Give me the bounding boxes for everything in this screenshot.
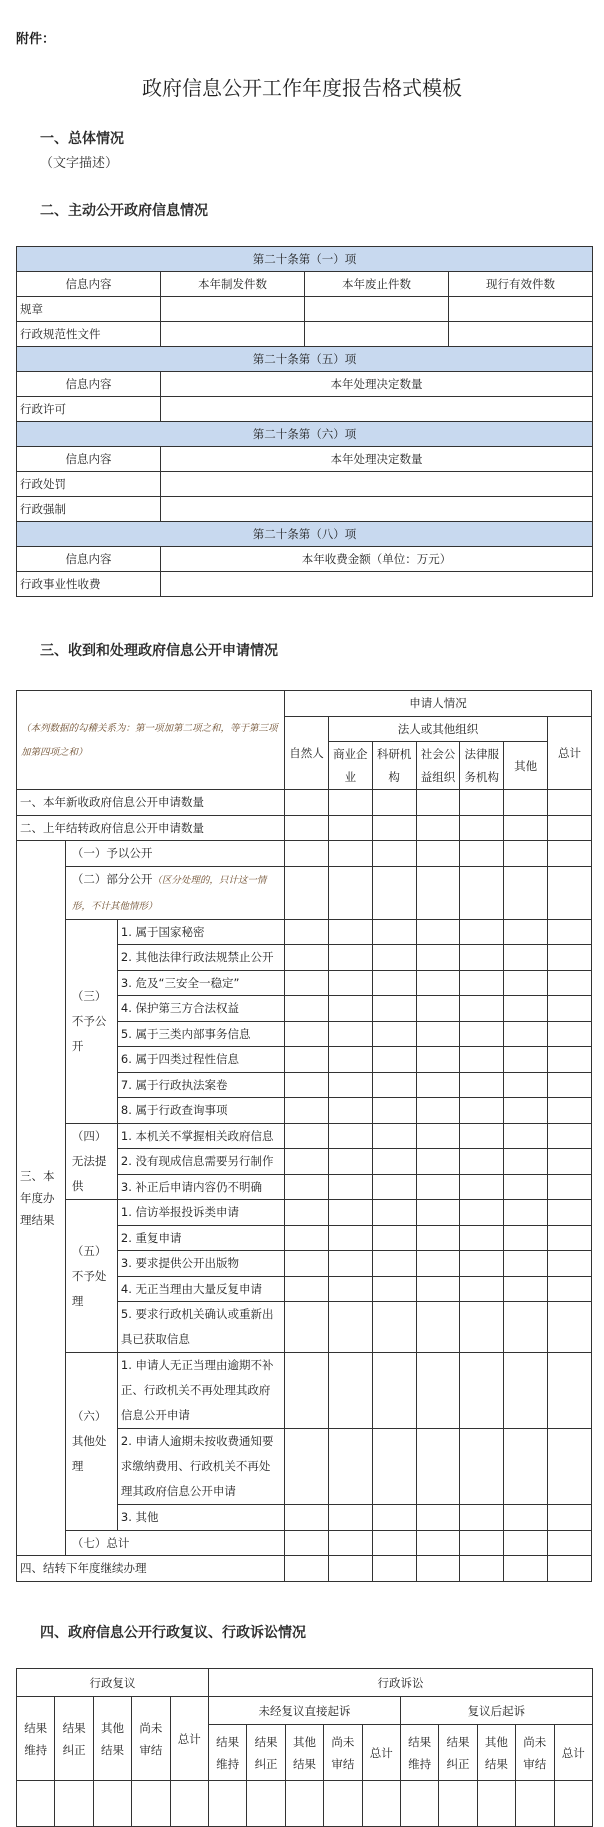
input-cell[interactable] — [504, 1353, 548, 1429]
input-cell[interactable] — [504, 1556, 548, 1582]
not-open-item: 8. 属于行政查询事项 — [117, 1098, 284, 1124]
input-cell[interactable] — [328, 1123, 372, 1149]
input-cell[interactable] — [328, 1251, 372, 1277]
input-cell[interactable] — [548, 1276, 592, 1302]
input-cell[interactable] — [372, 945, 416, 971]
header-cell: 本年制发件数 — [161, 272, 305, 297]
input-cell[interactable] — [548, 1353, 592, 1429]
input-cell[interactable] — [548, 1505, 592, 1531]
input-cell[interactable] — [504, 1530, 548, 1556]
input-cell[interactable] — [285, 841, 329, 867]
row-new-applications: 一、本年新收政府信息公开申请数量 — [17, 790, 285, 816]
input-cell[interactable] — [477, 1781, 515, 1827]
input-cell[interactable] — [460, 1072, 504, 1098]
input-cell[interactable] — [460, 919, 504, 945]
no-process-group-label: （五）不予处理 — [65, 1200, 117, 1353]
input-cell[interactable] — [285, 1302, 329, 1353]
header-cell: 现行有效件数 — [449, 272, 593, 297]
band-article-20-6: 第二十条第（六）项 — [17, 422, 593, 447]
input-cell[interactable] — [328, 1225, 372, 1251]
direct-suit-col-0: 结果维持 — [208, 1725, 246, 1781]
input-cell[interactable] — [285, 790, 329, 816]
input-cell[interactable] — [416, 1530, 460, 1556]
input-cell[interactable] — [416, 1021, 460, 1047]
input-cell[interactable] — [554, 1781, 592, 1827]
input-cell[interactable] — [208, 1781, 246, 1827]
header-cell: 信息内容 — [17, 547, 161, 572]
input-cell[interactable] — [504, 1505, 548, 1531]
input-cell[interactable] — [548, 970, 592, 996]
input-cell[interactable] — [416, 1353, 460, 1429]
input-cell[interactable] — [416, 1251, 460, 1277]
input-cell[interactable] — [548, 1251, 592, 1277]
input-cell[interactable] — [285, 1200, 329, 1226]
direct-suit-col-3: 尚未审结 — [324, 1725, 362, 1781]
input-cell[interactable] — [372, 1353, 416, 1429]
input-cell[interactable] — [328, 1047, 372, 1073]
no-process-item: 1. 信访举报投诉类申请 — [117, 1200, 284, 1226]
row-label: 规章 — [17, 297, 161, 322]
applicant-header: 申请人情况 — [285, 691, 592, 717]
input-cell[interactable] — [285, 1021, 329, 1047]
input-cell[interactable] — [328, 1098, 372, 1124]
no-process-item: 3. 要求提供公开出版物 — [117, 1251, 284, 1277]
input-cell[interactable] — [460, 945, 504, 971]
input-cell[interactable] — [504, 1021, 548, 1047]
input-cell[interactable] — [372, 1047, 416, 1073]
input-cell[interactable] — [285, 1556, 329, 1582]
input-cell[interactable] — [372, 970, 416, 996]
input-cell[interactable] — [548, 1047, 592, 1073]
input-cell[interactable] — [449, 322, 593, 347]
header-cell: 信息内容 — [17, 447, 161, 472]
header-cell: 信息内容 — [17, 372, 161, 397]
section1-text: （文字描述） — [40, 156, 119, 171]
input-cell[interactable] — [548, 841, 592, 867]
row-carry-next-year: 四、结转下年度继续办理 — [17, 1556, 285, 1582]
input-cell[interactable] — [504, 1276, 548, 1302]
input-cell[interactable] — [548, 1225, 592, 1251]
input-cell[interactable] — [548, 790, 592, 816]
input-cell[interactable] — [460, 1174, 504, 1200]
input-cell[interactable] — [372, 1123, 416, 1149]
input-cell[interactable] — [504, 1072, 548, 1098]
input-cell[interactable] — [548, 1149, 592, 1175]
input-cell[interactable] — [161, 297, 305, 322]
input-cell[interactable] — [416, 1429, 460, 1505]
input-cell[interactable] — [328, 1505, 372, 1531]
input-cell[interactable] — [504, 945, 548, 971]
cannot-provide-item: 2. 没有现成信息需要另行制作 — [117, 1149, 284, 1175]
page-title: 政府信息公开工作年度报告格式模板 — [142, 76, 462, 100]
input-cell[interactable] — [161, 397, 593, 422]
litigation-header: 行政诉讼 — [208, 1669, 592, 1697]
cannot-provide-item: 3. 补正后申请内容仍不明确 — [117, 1174, 284, 1200]
input-cell[interactable] — [372, 1530, 416, 1556]
input-cell[interactable] — [328, 1021, 372, 1047]
row-label: 行政强制 — [17, 497, 161, 522]
input-cell[interactable] — [372, 919, 416, 945]
not-open-item: 6. 属于四类过程性信息 — [117, 1047, 284, 1073]
review-header: 行政复议 — [17, 1669, 209, 1697]
input-cell[interactable] — [285, 1225, 329, 1251]
input-cell[interactable] — [285, 1174, 329, 1200]
input-cell[interactable] — [504, 1429, 548, 1505]
input-cell[interactable] — [416, 1047, 460, 1073]
input-cell[interactable] — [328, 1072, 372, 1098]
input-cell[interactable] — [372, 841, 416, 867]
input-cell[interactable] — [285, 945, 329, 971]
input-cell[interactable] — [416, 1225, 460, 1251]
input-cell[interactable] — [285, 866, 329, 919]
input-cell[interactable] — [328, 1149, 372, 1175]
row-label: 行政规范性文件 — [17, 322, 161, 347]
input-cell[interactable] — [460, 1302, 504, 1353]
after-review-col-3: 尚未审结 — [516, 1725, 554, 1781]
col-public-welfare: 社会公益组织 — [416, 742, 460, 790]
input-cell[interactable] — [372, 1174, 416, 1200]
input-cell[interactable] — [372, 790, 416, 816]
input-cell[interactable] — [416, 1302, 460, 1353]
col-legal-service: 法律服务机构 — [460, 742, 504, 790]
col-commercial: 商业企业 — [328, 742, 372, 790]
input-cell[interactable] — [161, 572, 593, 597]
other-process-item: 1. 申请人无正当理由逾期不补正、行政机关不再处理其政府信息公开申请 — [117, 1353, 284, 1429]
input-cell[interactable] — [328, 996, 372, 1022]
input-cell[interactable] — [504, 1149, 548, 1175]
input-cell[interactable] — [460, 1530, 504, 1556]
not-open-item: 5. 属于三类内部事务信息 — [117, 1021, 284, 1047]
input-cell[interactable] — [504, 1251, 548, 1277]
direct-suit-col-4: 总计 — [362, 1725, 400, 1781]
input-cell[interactable] — [548, 1200, 592, 1226]
band-article-20-5: 第二十条第（五）项 — [17, 347, 593, 372]
input-cell[interactable] — [285, 1251, 329, 1277]
input-cell[interactable] — [328, 970, 372, 996]
input-cell[interactable] — [548, 919, 592, 945]
input-cell[interactable] — [460, 1556, 504, 1582]
after-review-col-2: 其他结果 — [477, 1725, 515, 1781]
review-litigation-table — [16, 1668, 593, 1827]
input-cell[interactable] — [416, 841, 460, 867]
input-cell[interactable] — [449, 297, 593, 322]
input-cell[interactable] — [247, 1781, 285, 1827]
not-open-item: 4. 保护第三方合法权益 — [117, 996, 284, 1022]
section4-title: 四、政府信息公开行政复议、行政诉讼情况 — [40, 1625, 306, 1641]
cannot-provide-group-label: （四）无法提供 — [65, 1123, 117, 1200]
natural-person-header: 自然人 — [285, 716, 329, 790]
after-review-col-1: 结果纠正 — [439, 1725, 477, 1781]
input-cell[interactable] — [372, 1098, 416, 1124]
other-process-group-label: （六）其他处理 — [65, 1353, 117, 1531]
row-partial — [65, 866, 284, 919]
input-cell[interactable] — [285, 996, 329, 1022]
input-cell[interactable] — [285, 1781, 323, 1827]
input-cell[interactable] — [328, 1429, 372, 1505]
input-cell[interactable] — [548, 1174, 592, 1200]
input-cell[interactable] — [285, 815, 329, 841]
input-cell[interactable] — [416, 1098, 460, 1124]
input-cell[interactable] — [416, 919, 460, 945]
section2-title: 二、主动公开政府信息情况 — [40, 203, 208, 219]
input-cell[interactable] — [372, 1276, 416, 1302]
input-cell[interactable] — [504, 1174, 548, 1200]
input-cell[interactable] — [460, 866, 504, 919]
input-cell[interactable] — [460, 815, 504, 841]
other-process-item: 3. 其他 — [117, 1505, 284, 1531]
section1-title: 一、总体情况 — [40, 131, 124, 147]
input-cell[interactable] — [285, 1505, 329, 1531]
input-cell[interactable] — [305, 297, 449, 322]
input-cell[interactable] — [504, 1302, 548, 1353]
input-cell[interactable] — [285, 970, 329, 996]
input-cell[interactable] — [504, 1123, 548, 1149]
input-cell[interactable] — [548, 1123, 592, 1149]
input-cell[interactable] — [548, 1530, 592, 1556]
input-cell[interactable] — [416, 1149, 460, 1175]
input-cell[interactable] — [372, 1021, 416, 1047]
no-process-item: 2. 重复申请 — [117, 1225, 284, 1251]
input-cell[interactable] — [372, 1302, 416, 1353]
input-cell[interactable] — [93, 1781, 131, 1827]
input-cell[interactable] — [416, 790, 460, 816]
input-cell[interactable] — [161, 322, 305, 347]
legal-entity-header: 法人或其他组织 — [328, 716, 547, 742]
input-cell[interactable] — [285, 1123, 329, 1149]
row-total: （七）总计 — [65, 1530, 284, 1556]
input-cell[interactable] — [460, 1098, 504, 1124]
input-cell[interactable] — [285, 1530, 329, 1556]
review-col-3: 尚未审结 — [132, 1697, 170, 1781]
input-cell[interactable] — [328, 815, 372, 841]
input-cell[interactable] — [460, 1251, 504, 1277]
input-cell[interactable] — [372, 1200, 416, 1226]
input-cell[interactable] — [55, 1781, 93, 1827]
input-cell[interactable] — [416, 945, 460, 971]
row-partial-label: （二）部分公开 — [71, 871, 153, 886]
input-cell[interactable] — [372, 1505, 416, 1531]
other-process-item: 2. 申请人逾期未按收费通知要求缴纳费用、行政机关不再处理其政府信息公开申请 — [117, 1429, 284, 1505]
input-cell[interactable] — [504, 996, 548, 1022]
input-cell[interactable] — [548, 996, 592, 1022]
input-cell[interactable] — [285, 1149, 329, 1175]
review-col-4: 总计 — [170, 1697, 208, 1781]
input-cell[interactable] — [328, 1302, 372, 1353]
group-results-label: 三、本年度办理结果 — [17, 841, 66, 1556]
input-cell[interactable] — [504, 1225, 548, 1251]
direct-suit-col-1: 结果纠正 — [247, 1725, 285, 1781]
header-cell: 本年收费金额（单位：万元） — [161, 547, 593, 572]
input-cell[interactable] — [548, 1556, 592, 1582]
input-cell[interactable] — [328, 919, 372, 945]
input-cell[interactable] — [416, 1123, 460, 1149]
input-cell[interactable] — [328, 841, 372, 867]
input-cell[interactable] — [285, 1276, 329, 1302]
total-header: 总计 — [548, 716, 592, 790]
band-article-20-1: 第二十条第（一）项 — [17, 247, 593, 272]
input-cell[interactable] — [328, 1200, 372, 1226]
input-cell[interactable] — [548, 815, 592, 841]
input-cell[interactable] — [305, 322, 449, 347]
input-cell[interactable] — [372, 996, 416, 1022]
input-cell[interactable] — [372, 1149, 416, 1175]
after-review-col-4: 总计 — [554, 1725, 592, 1781]
input-cell[interactable] — [460, 1353, 504, 1429]
input-cell[interactable] — [17, 1781, 55, 1827]
review-col-1: 结果纠正 — [55, 1697, 93, 1781]
input-cell[interactable] — [504, 866, 548, 919]
input-cell[interactable] — [416, 866, 460, 919]
header-cell: 本年处理决定数量 — [161, 447, 593, 472]
col-other: 其他 — [504, 742, 548, 790]
input-cell[interactable] — [504, 1047, 548, 1073]
input-cell[interactable] — [516, 1781, 554, 1827]
input-cell[interactable] — [416, 1505, 460, 1531]
input-cell[interactable] — [504, 1200, 548, 1226]
no-process-item: 5. 要求行政机关确认或重新出具已获取信息 — [117, 1302, 284, 1353]
input-cell[interactable] — [460, 841, 504, 867]
row-open: （一）予以公开 — [65, 841, 284, 867]
input-cell[interactable] — [285, 1429, 329, 1505]
input-cell[interactable] — [285, 1072, 329, 1098]
input-cell[interactable] — [416, 996, 460, 1022]
no-process-item: 4. 无正当理由大量反复申请 — [117, 1276, 284, 1302]
input-cell[interactable] — [400, 1781, 438, 1827]
input-cell[interactable] — [372, 1429, 416, 1505]
input-cell[interactable] — [460, 996, 504, 1022]
input-cell[interactable] — [170, 1781, 208, 1827]
input-cell[interactable] — [161, 472, 593, 497]
input-cell[interactable] — [161, 497, 593, 522]
input-cell[interactable] — [504, 790, 548, 816]
review-col-2: 其他结果 — [93, 1697, 131, 1781]
input-cell[interactable] — [460, 1429, 504, 1505]
input-cell[interactable] — [504, 815, 548, 841]
input-cell[interactable] — [285, 919, 329, 945]
input-cell[interactable] — [285, 1098, 329, 1124]
input-cell[interactable] — [504, 841, 548, 867]
header-cell: 本年废止件数 — [305, 272, 449, 297]
relation-note: （本列数据的勾稽关系为：第一项加第二项之和，等于第三项加第四项之和） — [17, 691, 285, 790]
row-label: 行政处罚 — [17, 472, 161, 497]
application-handling-table — [16, 690, 592, 1582]
cannot-provide-item: 1. 本机关不掌握相关政府信息 — [117, 1123, 284, 1149]
not-open-group-label: （三）不予公开 — [65, 919, 117, 1123]
direct-suit-col-2: 其他结果 — [285, 1725, 323, 1781]
input-cell[interactable] — [548, 1072, 592, 1098]
input-cell[interactable] — [460, 1123, 504, 1149]
input-cell[interactable] — [328, 1353, 372, 1429]
row-label: 行政许可 — [17, 397, 161, 422]
input-cell[interactable] — [416, 815, 460, 841]
input-cell[interactable] — [372, 866, 416, 919]
header-cell: 本年处理决定数量 — [161, 372, 593, 397]
row-label: 行政事业性收费 — [17, 572, 161, 597]
direct-suit-header: 未经复议直接起诉 — [208, 1697, 400, 1725]
input-cell[interactable] — [416, 1276, 460, 1302]
input-cell[interactable] — [460, 970, 504, 996]
input-cell[interactable] — [328, 1556, 372, 1582]
input-cell[interactable] — [504, 970, 548, 996]
row-carried-over: 二、上年结转政府信息公开申请数量 — [17, 815, 285, 841]
input-cell[interactable] — [548, 1302, 592, 1353]
input-cell[interactable] — [372, 1225, 416, 1251]
col-research: 科研机构 — [372, 742, 416, 790]
input-cell[interactable] — [439, 1781, 477, 1827]
input-cell[interactable] — [416, 970, 460, 996]
input-cell[interactable] — [324, 1781, 362, 1827]
input-cell[interactable] — [372, 1251, 416, 1277]
input-cell[interactable] — [460, 1149, 504, 1175]
input-cell[interactable] — [548, 1429, 592, 1505]
input-cell[interactable] — [416, 1556, 460, 1582]
input-cell[interactable] — [328, 1276, 372, 1302]
input-cell[interactable] — [328, 866, 372, 919]
input-cell[interactable] — [372, 815, 416, 841]
after-review-header: 复议后起诉 — [400, 1697, 592, 1725]
input-cell[interactable] — [132, 1781, 170, 1827]
input-cell[interactable] — [460, 790, 504, 816]
input-cell[interactable] — [548, 1021, 592, 1047]
input-cell[interactable] — [328, 945, 372, 971]
review-col-0: 结果维持 — [17, 1697, 55, 1781]
not-open-item: 1. 属于国家秘密 — [117, 919, 284, 945]
input-cell[interactable] — [362, 1781, 400, 1827]
input-cell[interactable] — [372, 1072, 416, 1098]
row-partial-note: （区分处理的，只计这一情形，不计其他情形） — [71, 874, 267, 912]
proactive-disclosure-table — [16, 246, 593, 597]
not-open-item: 3. 危及“三安全一稳定” — [117, 970, 284, 996]
input-cell[interactable] — [460, 1200, 504, 1226]
input-cell[interactable] — [504, 1098, 548, 1124]
input-cell[interactable] — [285, 1353, 329, 1429]
input-cell[interactable] — [416, 1174, 460, 1200]
attachment-label: 附件： — [16, 32, 56, 47]
input-cell[interactable] — [548, 1098, 592, 1124]
input-cell[interactable] — [460, 1505, 504, 1531]
input-cell[interactable] — [328, 1530, 372, 1556]
input-cell[interactable] — [460, 1047, 504, 1073]
band-article-20-8: 第二十条第（八）项 — [17, 522, 593, 547]
not-open-item: 2. 其他法律行政法规禁止公开 — [117, 945, 284, 971]
not-open-item: 7. 属于行政执法案卷 — [117, 1072, 284, 1098]
input-cell[interactable] — [416, 1072, 460, 1098]
input-cell[interactable] — [548, 945, 592, 971]
input-cell[interactable] — [504, 919, 548, 945]
after-review-col-0: 结果维持 — [400, 1725, 438, 1781]
input-cell[interactable] — [416, 1200, 460, 1226]
input-cell[interactable] — [548, 866, 592, 919]
input-cell[interactable] — [372, 1556, 416, 1582]
input-cell[interactable] — [285, 1047, 329, 1073]
input-cell[interactable] — [460, 1276, 504, 1302]
section3-title: 三、收到和处理政府信息公开申请情况 — [40, 643, 278, 659]
header-cell: 信息内容 — [17, 272, 161, 297]
input-cell[interactable] — [328, 790, 372, 816]
input-cell[interactable] — [460, 1021, 504, 1047]
input-cell[interactable] — [460, 1225, 504, 1251]
input-cell[interactable] — [328, 1174, 372, 1200]
